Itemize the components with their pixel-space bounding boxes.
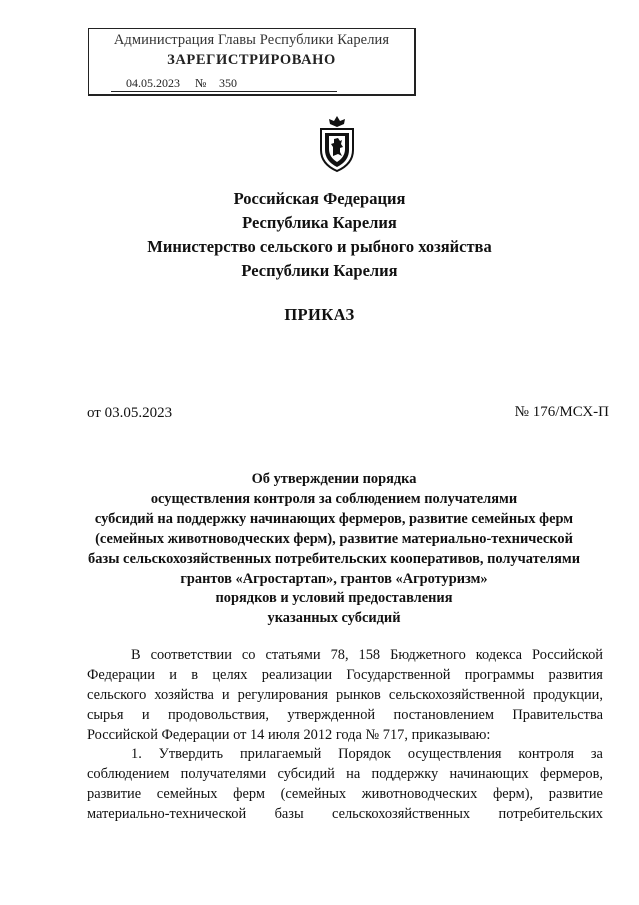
document-type: ПРИКАЗ <box>284 305 355 324</box>
title-line: порядков и условий предоставления <box>215 590 453 607</box>
stamp-authority: Администрация Главы Республики Карелия <box>113 32 390 48</box>
body-line: Российской Федерации от 14 июля 2012 года № 717, приказываю: <box>87 726 491 743</box>
title-line: указанных субсидий <box>267 610 401 627</box>
body-line: Федерации и в целях реализации Государственной программы развития <box>87 666 603 683</box>
body-line: развитие семейных ферм (семейных животноводческих ферм), развитие <box>87 786 603 803</box>
body-line: сельского хозяйства и регулирования рынков сельскохозяйственной продукции, <box>87 686 603 703</box>
order-body <box>87 646 603 825</box>
order-date: от 03.05.2023 <box>87 405 173 421</box>
header-ministry: Министерство сельского и рыбного хозяйства <box>147 237 492 256</box>
body-line: сырья и продовольствия, утвержденной постановлением Правительства <box>87 706 603 723</box>
body-line: соблюдением получателями субсидий на поддержку начинающих фермеров, <box>87 766 603 783</box>
stamp-number: 350 <box>211 76 337 92</box>
registration-stamp <box>88 28 416 96</box>
title-line: субсидий на поддержку начинающих фермеров, развитие семейных ферм <box>94 510 574 527</box>
stamp-date: 04.05.2023 <box>111 76 195 92</box>
body-line: материально-технической базы сельскохозяйственных потребительских <box>87 806 603 823</box>
stamp-registered: ЗАРЕГИСТРИРОВАНО <box>167 52 336 68</box>
stamp-registration-row <box>111 76 337 92</box>
header-country: Российская Федерация <box>233 189 406 208</box>
stamp-number-label: № <box>195 76 211 92</box>
title-line: Об утверждении порядка <box>251 471 417 487</box>
title-line: (семейных животноводческих ферм), развитие материально-технической <box>95 530 573 547</box>
order-number: № 176/МСХ-П <box>514 404 609 420</box>
order-title <box>70 470 598 629</box>
title-line: базы сельскохозяйственных потребительских кооперативов, получателями <box>88 550 580 567</box>
header-ministry-republic: Республики Карелия <box>241 261 398 280</box>
header-republic: Республика Карелия <box>242 213 397 232</box>
karelia-coat-of-arms-icon <box>316 114 358 174</box>
body-line: 1. Утвердить прилагаемый Порядок осуществления контроля за <box>131 746 603 763</box>
body-line: В соответствии со статьями 78, 158 Бюджетного кодекса Российской <box>131 647 603 663</box>
title-line: грантов «Агростартап», грантов «Агротуризм» <box>180 570 488 587</box>
title-line: осуществления контроля за соблюдением получателями <box>150 490 518 507</box>
